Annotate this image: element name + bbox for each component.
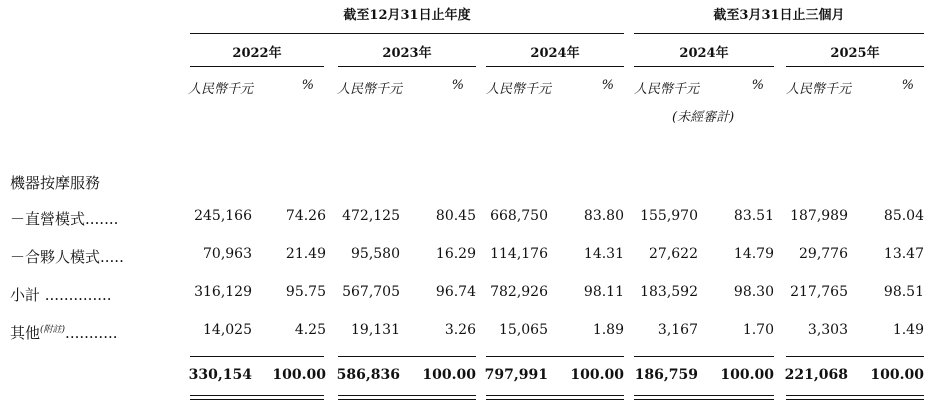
cell-partner-model-rmb-2024-q: 27,622 [649,246,698,262]
total-rule-2024-b [486,399,624,400]
cell-total-rmb-2025-q: 221,068 [784,367,848,383]
total-rule-2022-a [190,395,324,396]
sum-rule-2024-q [634,356,774,357]
row-label-partner-model: －合夥人模式..... [10,248,124,266]
cell-subtotal-rmb-2024-q: 183,592 [640,284,698,300]
total-rule-2025-q-a [786,395,924,396]
total-rule-2025-q-b [786,399,924,400]
cell-others-rmb-2023: 19,131 [351,322,400,338]
year-rule-2022 [190,66,324,67]
cell-subtotal-pct-2022: 95.75 [285,284,326,300]
cell-partner-model-rmb-2022: 70,963 [203,246,252,262]
cell-total-pct-2025-q: 100.00 [870,367,924,383]
cell-total-rmb-2024: 797,991 [484,367,548,383]
cell-subtotal-pct-2024-q: 98.30 [733,284,774,300]
year-header-2025-q: 2025年 [830,46,880,61]
row-label-direct-model: －直營模式....... [10,210,119,228]
cell-total-pct-2024: 100.00 [570,367,624,383]
cell-others-pct-2024-q: 1.70 [742,322,774,338]
cell-direct-model-pct-2022: 74.26 [285,208,326,224]
cell-direct-model-pct-2023: 80.45 [435,208,476,224]
cell-others-pct-2025-q: 1.49 [892,322,924,338]
cell-partner-model-pct-2024-q: 14.79 [733,246,774,262]
cell-others-pct-2023: 3.26 [444,322,476,338]
cell-direct-model-rmb-2023: 472,125 [342,208,400,224]
sum-rule-2024 [486,356,624,357]
cell-others-rmb-2022: 14,025 [203,322,252,338]
unit-pct-2025-q: % [901,78,914,93]
group-header-three-months: 截至3月31日止三個月 [713,8,845,23]
row-label-massage-services: 機器按摩服務 [10,174,101,192]
year-header-2022: 2022年 [232,46,282,61]
row-label-subtotal: 小計 .............. [10,286,112,304]
sum-rule-2025-q [786,356,924,357]
cell-partner-model-pct-2023: 16.29 [435,246,476,262]
cell-subtotal-rmb-2024: 782,926 [490,284,548,300]
cell-others-pct-2024: 1.89 [592,322,624,338]
year-rule-2024 [486,66,624,67]
total-rule-2022-b [190,399,324,400]
unit-rmb-2025-q: 人民幣千元 [786,82,852,97]
unit-pct-2022: % [301,78,314,93]
cell-direct-model-pct-2025-q: 85.04 [883,208,924,224]
total-rule-2024-a [486,395,624,396]
cell-subtotal-rmb-2023: 567,705 [342,284,400,300]
cell-total-pct-2023: 100.00 [422,367,476,383]
cell-direct-model-pct-2024: 83.80 [583,208,624,224]
cell-direct-model-rmb-2022: 245,166 [194,208,252,224]
unit-rmb-2024: 人民幣千元 [486,82,552,97]
cell-total-pct-2024-q: 100.00 [720,367,774,383]
year-rule-2025-q [786,66,924,67]
cell-total-rmb-2024-q: 186,759 [634,367,698,383]
cell-others-rmb-2024: 15,065 [499,322,548,338]
year-header-2024-q: 2024年 [679,46,729,61]
others-label: 其他 [10,324,41,342]
group-rule-quarter [634,33,924,34]
cell-subtotal-pct-2025-q: 98.51 [883,284,924,300]
group-rule-fiscal [190,33,624,34]
unit-pct-2024: % [601,78,614,93]
unit-pct-2024-q: % [751,78,764,93]
cell-partner-model-rmb-2025-q: 29,776 [799,246,848,262]
total-rule-2023-a [338,395,476,396]
unaudited-note: (未經審計) [672,110,735,125]
cell-total-rmb-2022: 330,154 [188,367,252,383]
cell-direct-model-rmb-2025-q: 187,989 [790,208,848,224]
others-note: (附註) [40,325,66,335]
unit-rmb-2023: 人民幣千元 [337,82,403,97]
total-rule-2023-b [338,399,476,400]
cell-partner-model-pct-2022: 21.49 [285,246,326,262]
sum-rule-2023 [338,356,476,357]
cell-subtotal-rmb-2025-q: 217,765 [790,284,848,300]
cell-direct-model-rmb-2024-q: 155,970 [640,208,698,224]
unit-rmb-2022: 人民幣千元 [188,82,254,97]
total-rule-2024-q-a [634,395,774,396]
cell-partner-model-pct-2024: 14.31 [583,246,624,262]
cell-partner-model-pct-2025-q: 13.47 [883,246,924,262]
cell-direct-model-rmb-2024: 668,750 [490,208,548,224]
year-header-2023: 2023年 [382,46,432,61]
cell-others-rmb-2025-q: 3,303 [807,322,848,338]
group-header-fiscal-year: 截至12月31日止年度 [343,8,471,23]
cell-subtotal-pct-2024: 98.11 [583,284,624,300]
sum-rule-2022 [190,356,324,357]
cell-others-pct-2022: 4.25 [294,322,326,338]
cell-partner-model-rmb-2024: 114,176 [490,246,548,262]
row-label-others [10,322,118,343]
cell-partner-model-rmb-2023: 95,580 [351,246,400,262]
cell-direct-model-pct-2024-q: 83.51 [733,208,774,224]
others-dots: ........... [65,324,118,342]
cell-subtotal-rmb-2022: 316,129 [194,284,252,300]
year-rule-2023 [338,66,476,67]
year-rule-2024-q [634,66,774,67]
cell-others-rmb-2024-q: 3,167 [657,322,698,338]
total-rule-2024-q-b [634,399,774,400]
cell-total-rmb-2023: 586,836 [336,367,400,383]
unit-rmb-2024-q: 人民幣千元 [634,82,700,97]
unit-pct-2023: % [451,78,464,93]
cell-total-pct-2022: 100.00 [272,367,326,383]
cell-subtotal-pct-2023: 96.74 [435,284,476,300]
year-header-2024: 2024年 [530,46,580,61]
